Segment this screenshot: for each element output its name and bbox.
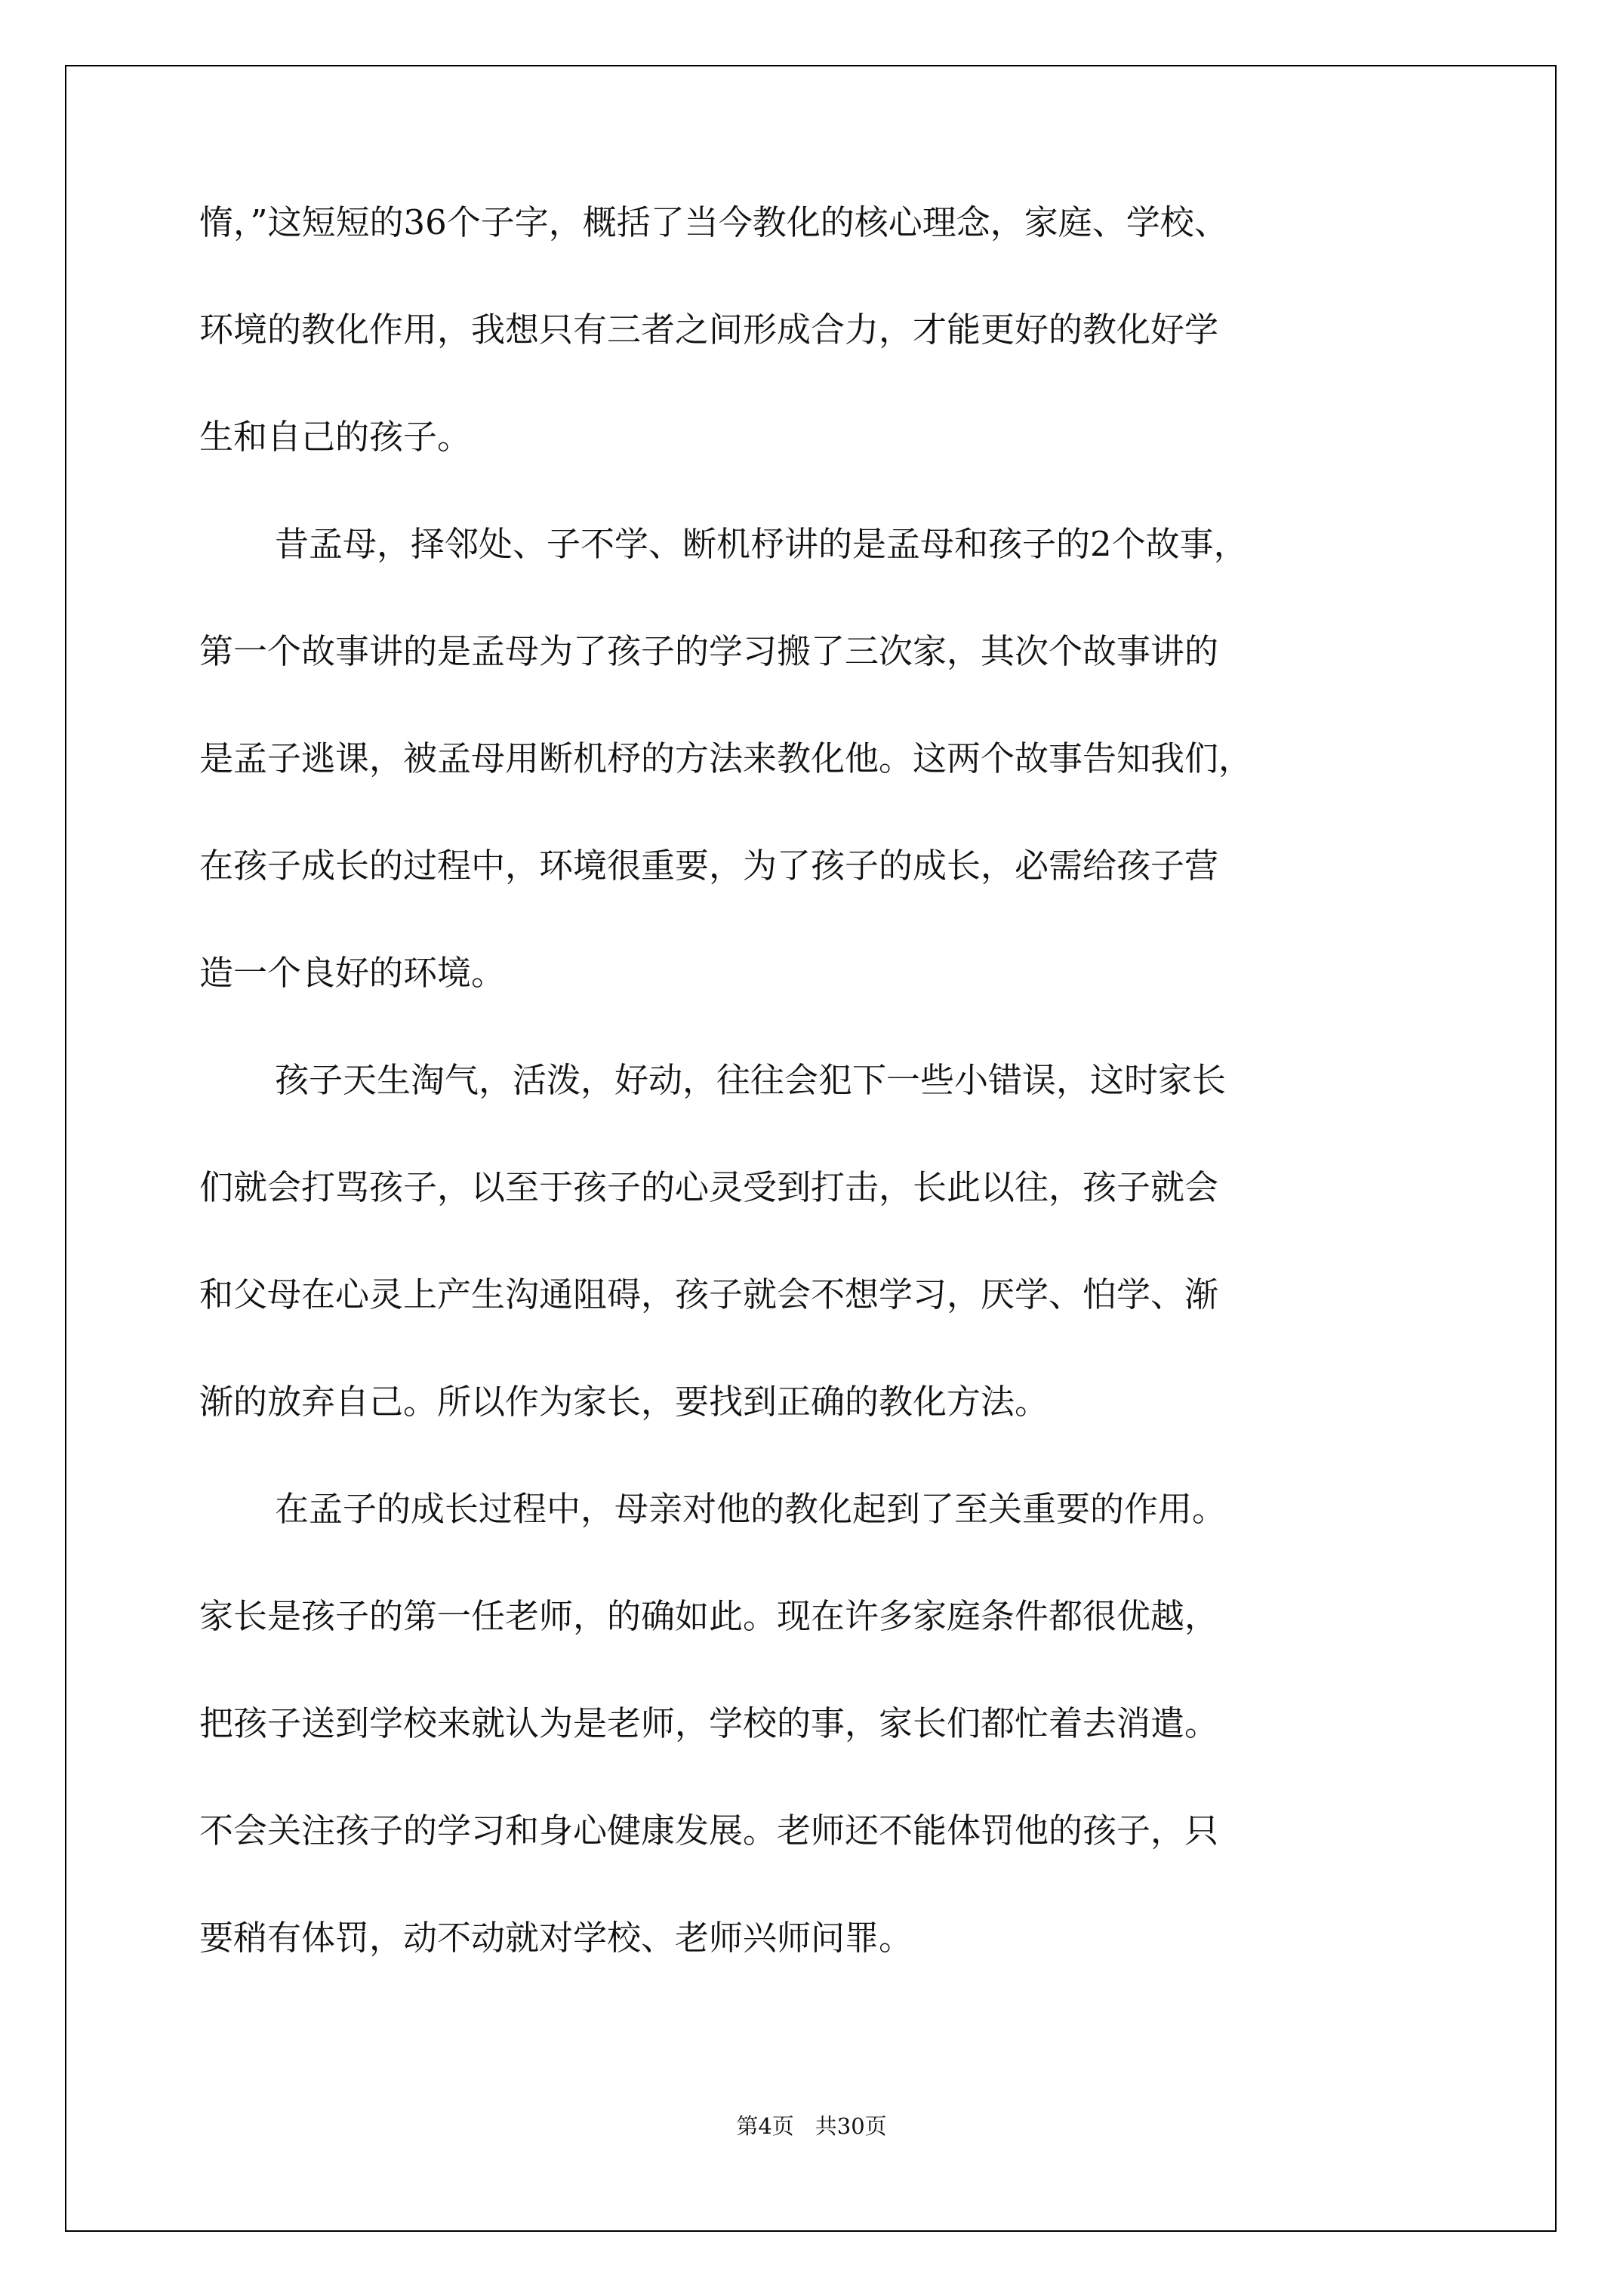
text-line: 在孩子成长的过程中，环境很重要，为了孩子的成长，必需给孩子营 xyxy=(199,846,1219,886)
text-line: 和父母在心灵上产生沟通阻碍，孩子就会不想学习，厌学、怕学、渐 xyxy=(199,1274,1219,1314)
page-total: 共30页 xyxy=(815,2113,887,2139)
text-line: 是孟子逃课，被孟母用断机杼的方法来教化他。这两个故事告知我们， xyxy=(199,738,1253,778)
text-line: 们就会打骂孩子，以至于孩子的心灵受到打击，长此以往，孩子就会 xyxy=(199,1167,1219,1207)
text-line: 不会关注孩子的学习和身心健康发展。老师还不能体罚他的孩子，只 xyxy=(199,1811,1219,1851)
text-line: 环境的教化作用，我想只有三者之间形成合力，才能更好的教化好学 xyxy=(199,310,1219,350)
text-line: 要稍有体罚，动不动就对学校、老师兴师问罪。 xyxy=(199,1918,913,1958)
text-line: 第一个故事讲的是孟母为了孩子的学习搬了三次家，其次个故事讲的 xyxy=(199,631,1219,671)
text-line: 在孟子的成长过程中，母亲对他的教化起到了至关重要的作用。 xyxy=(275,1489,1227,1529)
text-line: 家长是孩子的第一任老师，的确如此。现在许多家庭条件都很优越， xyxy=(199,1596,1219,1636)
text-line: 造一个良好的环境。 xyxy=(199,953,506,993)
text-line: 惰，”这短短的36个子字，概括了当今教化的核心理念，家庭、学校、 xyxy=(199,202,1228,242)
text-line: 把孩子送到学校来就认为是老师，学校的事，家长们都忙着去消遣。 xyxy=(199,1703,1219,1743)
page-footer xyxy=(0,2111,1623,2141)
text-line: 孩子天生淘气，活泼，好动，往往会犯下一些小错误，这时家长 xyxy=(275,1060,1227,1100)
text-line: 生和自己的孩子。 xyxy=(199,417,472,457)
text-line: 渐的放弃自己。所以作为家长，要找到正确的教化方法。 xyxy=(199,1382,1049,1422)
text-line: 昔孟母，择邻处、子不学、断机杼讲的是孟母和孩子的2个故事， xyxy=(275,524,1248,564)
page-border xyxy=(65,65,1557,2232)
page-number: 第4页 xyxy=(736,2113,794,2139)
